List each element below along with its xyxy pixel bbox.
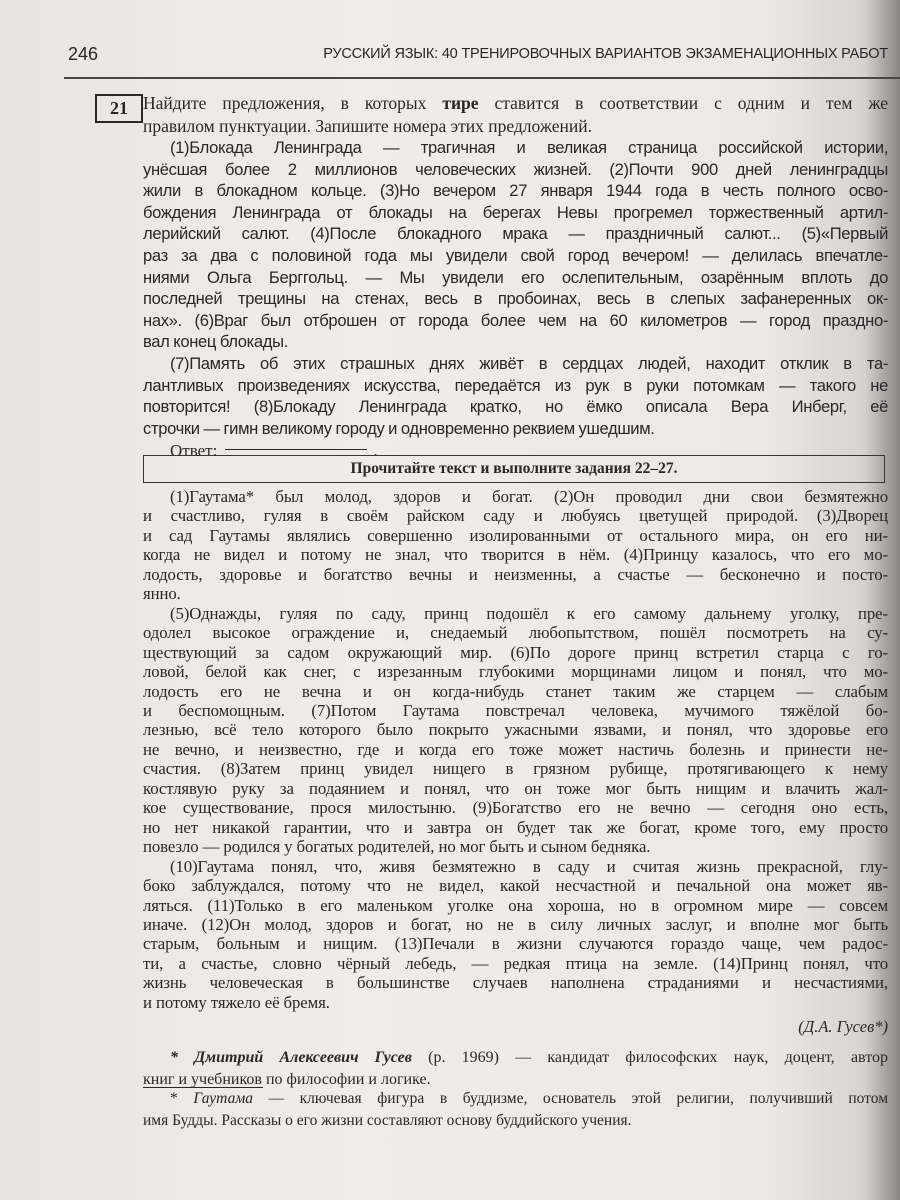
text-line: жизнь человеческая в большинстве случаев наполнена страданиями и несчастиями, <box>143 973 888 993</box>
answer-period: . <box>373 441 378 460</box>
header-divider <box>64 77 900 79</box>
running-title: РУССКИЙ ЯЗЫК: 40 ТРЕНИРОВОЧНЫХ ВАРИАНТОВ ЭКЗАМЕНАЦИОННЫХ РАБОТ <box>323 46 888 62</box>
text-line: раз за два с половиной года мы увидели свой город вечером! — делилась впечатле- <box>143 245 888 265</box>
text-author: (Д.А. Гусев*) <box>798 1017 888 1036</box>
text-line: лантливых произведениях искусства, передаётся из рук в руки потомкам — такого не <box>143 375 888 395</box>
text-line: кое существование, прося милостыню. (9)Богатство его не вечно — сегодня оно есть, <box>143 798 888 818</box>
text-line: повторится! (8)Блокаду Ленинграда кратко, но ёмко описала Вера Инберг, её <box>143 397 888 417</box>
text-line: последней трещины на стенах, весь в пробоинах, весь в слепых зафанеренных ок- <box>143 289 888 309</box>
text-line <box>143 115 888 138</box>
text-line: ществующий за садом окружающий мир. (6)По дороге принц встретил старца с го- <box>143 642 888 662</box>
text-line: повезло — родился у богатых родителей, но мог быть и сыном бедняка. <box>143 837 651 857</box>
task-number-box: 21 <box>95 94 143 123</box>
text-line <box>143 1047 888 1069</box>
text-line: (1)Блокада Ленинграда — трагичная и великая страница российской истории, <box>170 138 888 157</box>
footnote-author <box>143 1047 888 1090</box>
reading-text <box>143 487 888 1012</box>
text-line: бождения Ленинграда от блокады на берегах Невы прогремел торжественный артил- <box>143 202 888 222</box>
text-line: костлявую руку за подаянием и понял, что он тоже мог быть нищим и влачить жал- <box>143 778 888 798</box>
text-line: строчки — гимн великому городу и одновременно реквием ушедшим. <box>143 418 655 438</box>
text-line: янно. <box>143 584 181 604</box>
emphasized-text: Гаутама <box>193 1090 253 1107</box>
text-line <box>143 1088 888 1110</box>
task-instruction <box>143 92 888 137</box>
text-line: одолел высокое ограждение и, снедаемый любопытством, пошёл посмотреть на су- <box>143 623 888 643</box>
text-line: ловой, белой как снег, с изрезанным глубокими морщинами лицом и понял, что мо- <box>143 662 888 682</box>
text-segment: правилом пунктуации. Запишите номера этих предложений. <box>143 115 592 136</box>
text-line <box>143 92 888 115</box>
text-line: когда не видел и потому не знал, что творится в нём. (4)Принцу казалось, что его мо- <box>143 545 888 565</box>
emphasized-text: * Дмитрий Алексеевич Гусев <box>170 1049 412 1066</box>
text-line: ляться. (11)Только в его маленьком уголке она хороша, но в огромном мире — совсем <box>143 895 888 915</box>
emphasized-text: тире <box>442 93 479 113</box>
text-segment: Найдите предложения, в которых <box>143 93 443 113</box>
text-segment: книг и учебников по философии и логике. <box>143 1070 431 1088</box>
text-line: (10)Гаутама понял, что, живя безмятежно в саду и считая жизнь прекрасной, глу- <box>170 856 888 876</box>
text-segment: (р. 1969) — кандидат философских наук, доцент, автор <box>411 1049 888 1066</box>
text-line: ниями Ольга Берггольц. — Мы увидели его ослепительным, озарённым вплоть до <box>143 267 888 287</box>
text-line: иначе. (12)Он молод, здоров и богат, но не в силу личных заслуг, и вполне мог быть <box>143 914 888 934</box>
text-line: жили в блокадном кольце. (3)Но вечером 27 января 1944 года в честь полного осво- <box>143 181 888 201</box>
text-segment: ставится в соответствии с одним и тем же <box>478 93 888 113</box>
text-line: и беспомощным. (7)Потом Гаутама повстречал человека, мучимого тяжёлой бо- <box>143 700 888 720</box>
text-line: лодость его не вечна и он когда-нибудь станет таким же старцем — слабым <box>143 681 888 701</box>
text-line: и счастливо, гуляя в своём райском саду и любуясь цветущей природой. (3)Дворец <box>143 506 888 526</box>
answer-label: Ответ: <box>170 441 218 460</box>
text-line <box>143 1110 888 1132</box>
text-line: лезнью, всё тело которого было покрыто ужасными язвами, и понял, что здоровье его <box>143 720 888 740</box>
text-line: унёсшая более 2 миллионов человеческих жизней. (2)Почти 900 дней ленинградцы <box>143 159 888 179</box>
text-line: нах». (6)Враг был отброшен от города более чем на 60 километров — город праздно- <box>143 310 888 330</box>
text-line: (7)Память об этих страшных днях живёт в сердцах людей, находит отклик в та- <box>170 353 888 373</box>
answer-blank[interactable] <box>225 449 367 450</box>
page-number: 246 <box>68 44 99 64</box>
text-line: старым, больным и нищим. (13)Печали в жизни случаются гораздо чаще, чем радос- <box>143 934 888 954</box>
text-line: (5)Однажды, гуляя по саду, принц подошёл к его самому дальнему уголку, пре- <box>170 603 888 623</box>
text-segment: имя Будды. Рассказы о его жизни составляют основу буддийского учения. <box>143 1112 632 1129</box>
task-range-box: Прочитайте текст и выполните задания 22–27. <box>143 455 885 483</box>
text-line: боко заблуждался, потому что не видел, какой несчастной и печальной она может яв- <box>143 876 888 896</box>
task-passage <box>143 137 888 439</box>
text-segment: * <box>170 1090 194 1107</box>
text-line: счастия. (8)Затем принц увидел нищего в грязном рубище, протягивающего к нему <box>143 759 888 779</box>
text-line: не вечно, и неизвестно, где и когда его тоже может настичь болезнь и принести не- <box>143 739 888 759</box>
text-line: и сад Гаутамы являлись совершенно изолированными от остального мира, он его ни- <box>143 525 888 545</box>
footnote-gautama <box>143 1088 888 1132</box>
text-line: (1)Гаутама* был молод, здоров и богат. (2)Он проводил дни свои безмятежно <box>170 487 888 506</box>
text-line: лерийский салют. (4)После блокадного мрака — праздничный салют... (5)«Первый <box>143 224 888 244</box>
text-line: но нет никакой гарантии, что и завтра он будет так же богат, кроме того, ему просто <box>143 817 888 837</box>
text-line: вал конец блокады. <box>143 332 288 352</box>
text-segment: — ключевая фигура в буддизме, основатель этой религии, получивший потом <box>252 1090 888 1107</box>
text-line: лодость, здоровье и богатство вечны и неизменны, а счастье — бесконечно и посто- <box>143 564 888 584</box>
text-line: и потому тяжело её бремя. <box>143 992 330 1012</box>
text-line: ти, а счастье, словно чёрный лебедь, — редкая птица на земле. (14)Принц понял, что <box>143 953 888 973</box>
